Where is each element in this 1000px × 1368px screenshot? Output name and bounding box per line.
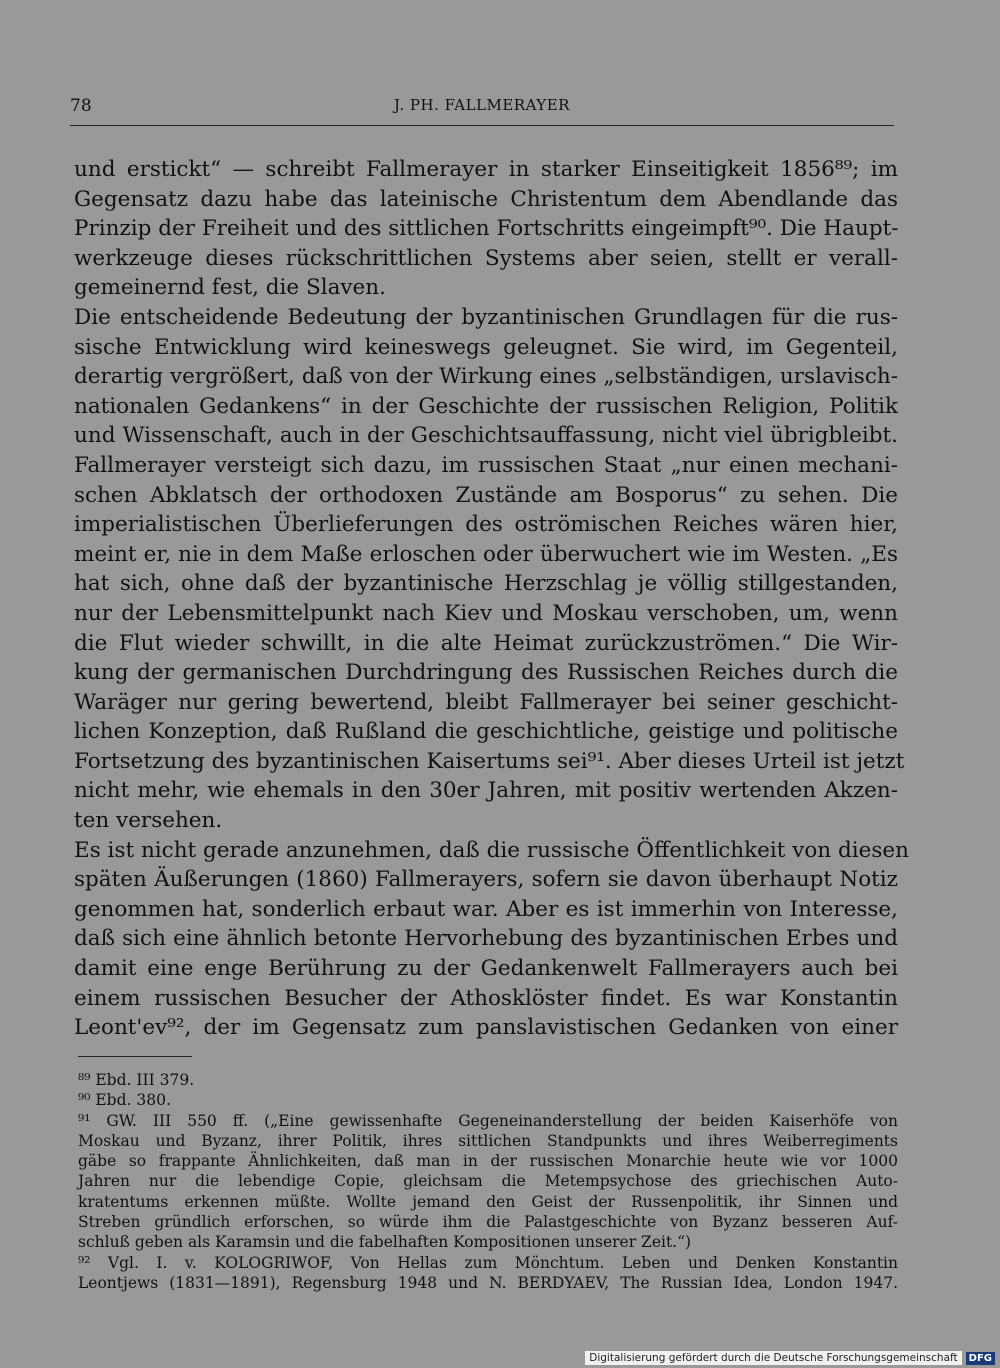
footnote-line: ⁸⁹ Ebd. III 379. bbox=[78, 1071, 195, 1089]
footnote-line: Moskau und Byzanz, ihrer Politik, ihres sittlichen Standpunkts und ihres Weiberregiments bbox=[78, 1131, 898, 1150]
body-line: sische Entwicklung wird keineswegs geleugnet. Sie wird, im Gegenteil, bbox=[74, 334, 898, 360]
body-line: lichen Konzeption, daß Rußland die geschichtliche, geistige und politische bbox=[74, 719, 898, 745]
body-line: Es ist nicht gerade anzunehmen, daß die russische Öffentlichkeit von diesen bbox=[74, 837, 909, 863]
body-line: Prinzip der Freiheit und des sittlichen Fortschritts eingeimpft⁹⁰. Die Haupt- bbox=[74, 216, 899, 242]
footnote-rule bbox=[78, 1056, 192, 1057]
body-line: daß sich eine ähnlich betonte Hervorhebung des byzantinischen Erbes und bbox=[74, 926, 898, 952]
body-line: Gegensatz dazu habe das lateinische Christentum dem Abendlande das bbox=[74, 186, 898, 212]
body-line: ten versehen. bbox=[74, 808, 223, 834]
page-header bbox=[70, 96, 894, 120]
digitization-credit bbox=[589, 1350, 995, 1366]
footnotes bbox=[78, 1070, 898, 1293]
body-line: gemeinernd fest, die Slaven. bbox=[74, 275, 386, 301]
body-line: meint er, nie in dem Maße erloschen oder überwuchert wie im Westen. „Es bbox=[74, 541, 898, 567]
body-line: werkzeuge dieses rückschrittlichen Systems aber seien, stellt er verall- bbox=[74, 245, 898, 271]
body-line: genommen hat, sonderlich erbaut war. Aber es ist immerhin von Interesse, bbox=[74, 896, 898, 922]
body-line: Fortsetzung des byzantinischen Kaisertums sei⁹¹. Aber dieses Urteil ist jetzt bbox=[74, 748, 905, 774]
body-line: Leont'ev⁹², der im Gegensatz zum panslavistischen Gedanken von einer bbox=[74, 1015, 898, 1041]
running-head: J. PH. FALLMERAYER bbox=[394, 96, 570, 114]
body-line: derartig vergrößert, daß von der Wirkung eines „selbständigen, urslavisch- bbox=[74, 364, 898, 390]
page-number: 78 bbox=[70, 96, 92, 116]
body-line: die Flut wieder schwillt, in die alte Heimat zurückzuströmen.“ Die Wir- bbox=[74, 630, 898, 656]
body-line: Waräger nur gering bewertend, bleibt Fallmerayer bei seiner geschicht- bbox=[74, 689, 898, 715]
body-line: damit eine enge Berührung zu der Gedankenwelt Fallmerayers auch bei bbox=[74, 956, 898, 982]
footnote-line: Leontjews (1831—1891), Regensburg 1948 und N. BERDYAEV, The Russian Idea, London 1947. bbox=[78, 1273, 898, 1292]
body-line: nicht mehr, wie ehemals in den 30er Jahren, mit positiv wertenden Akzen- bbox=[74, 778, 898, 804]
body-line: Fallmerayer versteigt sich dazu, im russischen Staat „nur einen mechani- bbox=[74, 452, 898, 478]
credit-text: Digitalisierung gefördert durch die Deutsche Forschungsgemeinschaft bbox=[585, 1351, 961, 1365]
body-line: kung der germanischen Durchdringung des Russischen Reiches durch die bbox=[74, 660, 898, 686]
footnote-line: gäbe so frappante Ähnlichkeiten, daß man in der russischen Monarchie heute wie vor 1000 bbox=[78, 1152, 898, 1171]
body-line: späten Äußerungen (1860) Fallmerayers, sofern sie davon überhaupt Notiz bbox=[74, 867, 898, 893]
body-line: und Wissenschaft, auch in der Geschichtsauffassung, nicht viel übrigbleibt. bbox=[74, 423, 898, 449]
header-rule bbox=[70, 125, 894, 126]
body-line: und erstickt“ — schreibt Fallmerayer in starker Einseitigkeit 1856⁸⁹; im bbox=[74, 157, 898, 182]
footnote-line: Jahren nur die lebendige Copie, gleichsam die Metempsychose des griechischen Auto- bbox=[78, 1172, 898, 1191]
body-line: Die entscheidende Bedeutung der byzantinischen Grundlagen für die rus- bbox=[74, 304, 898, 330]
footnote-line: Streben gründlich erforschen, so würde ihm die Palastgeschichte von Byzanz besseren Auf- bbox=[78, 1213, 898, 1232]
body-line: nur der Lebensmittelpunkt nach Kiev und Moskau verschoben, um, wenn bbox=[74, 600, 898, 626]
footnote-line: schluß geben als Karamsin und die fabelhaften Kompositionen unserer Zeit.“) bbox=[78, 1233, 692, 1252]
body-text bbox=[74, 155, 909, 1043]
body-line: nationalen Gedankens“ in der Geschichte der russischen Religion, Politik bbox=[74, 393, 898, 419]
body-line: hat sich, ohne daß der byzantinische Herzschlag je völlig stillgestanden, bbox=[74, 571, 898, 597]
footnote-line: ⁹² Vgl. I. v. KOLOGRIWOF, Von Hellas zum Mönchtum. Leben und Denken Konstantin bbox=[78, 1253, 898, 1272]
footnote-line: kratentums erkennen müßte. Wollte jemand den Geist der Russenpolitik, ihr Sinnen und bbox=[78, 1192, 898, 1211]
footnote-line: ⁹⁰ Ebd. 380. bbox=[78, 1091, 171, 1110]
body-line: einem russischen Besucher der Athosklöster findet. Es war Konstantin bbox=[74, 985, 898, 1011]
body-line: schen Abklatsch der orthodoxen Zustände am Bosporus“ zu sehen. Die bbox=[74, 482, 898, 508]
footnote-line: ⁹¹ GW. III 550 ff. („Eine gewissenhafte Gegeneinanderstellung der beiden Kaiserhöfe von bbox=[78, 1111, 898, 1130]
body-line: imperialistischen Überlieferungen des oströmischen Reiches wären hier, bbox=[74, 512, 898, 538]
dfg-logo: DFG bbox=[966, 1352, 995, 1365]
